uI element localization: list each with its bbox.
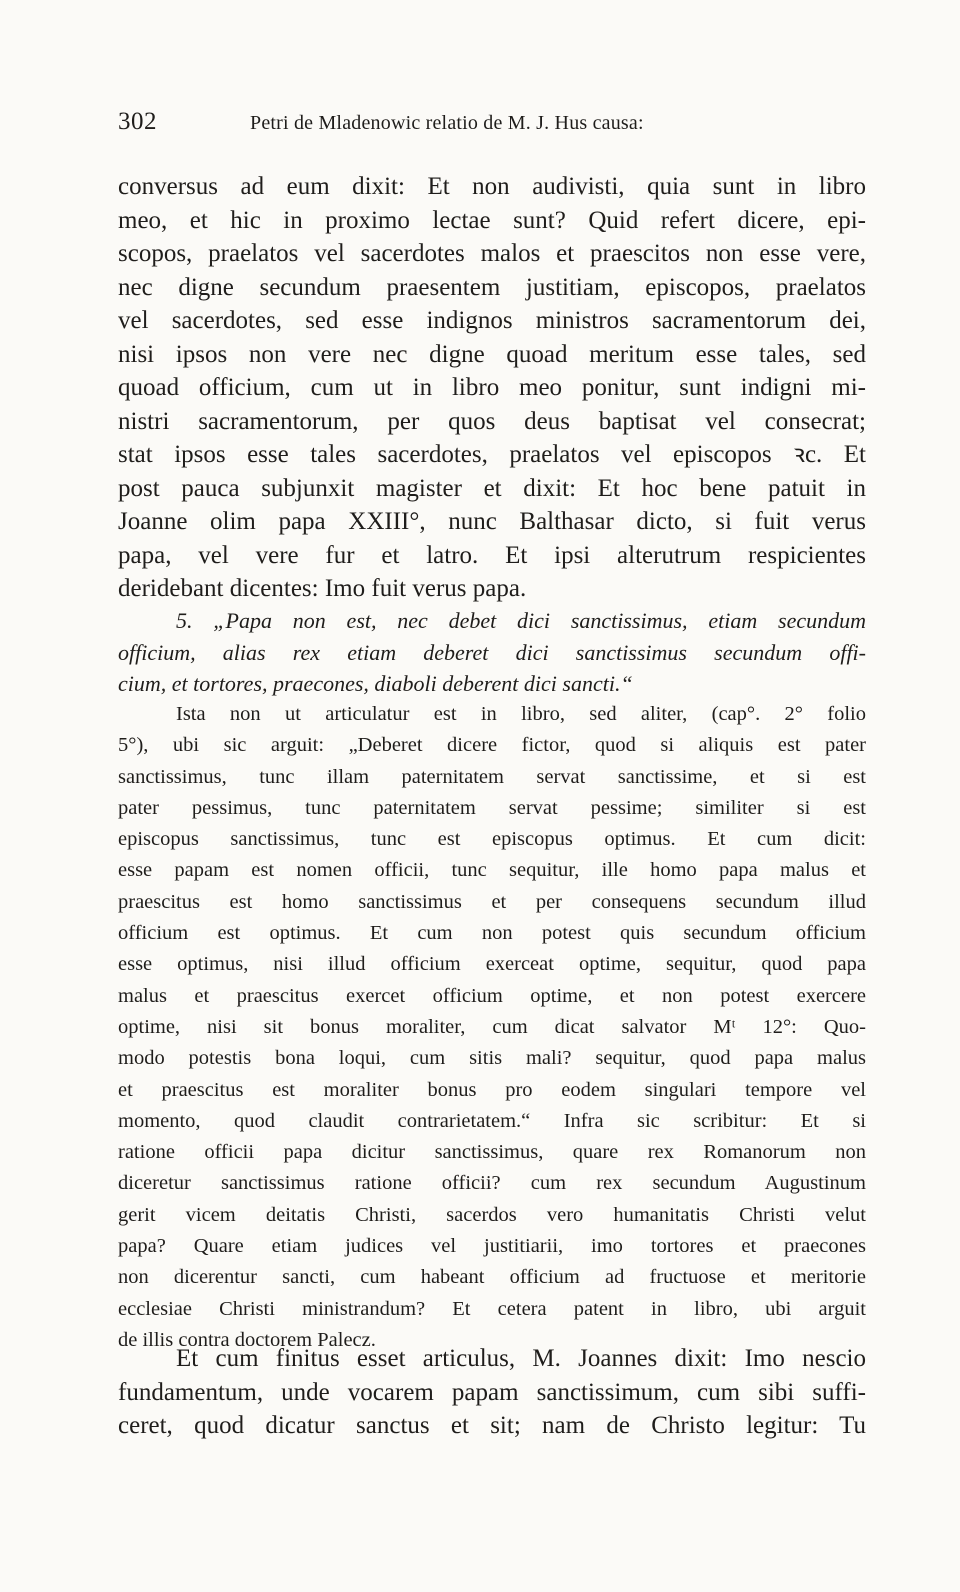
text-line: vel sacerdotes, sed esse indignos ministros sacramentorum dei, (118, 307, 866, 334)
text-line: malus et praescitus exercet officium optime, et non potest exercere (118, 984, 866, 1007)
text-line: stat ipsos esse tales sacerdotes, praelatos vel episcopos ꝛc. Et (118, 441, 866, 468)
text-line: officium est optimus. Et cum non potest quis secundum officium (118, 922, 866, 945)
text-line: meo, et hic in proximo lectae sunt? Quid refert dicere, epi- (118, 206, 866, 234)
text-line: cium, et tortores, praecones, diaboli deberent dici sancti.“ (118, 671, 633, 696)
text-line: gerit vicem deitatis Christi, sacerdos vero humanitatis Christi velut (118, 1203, 866, 1226)
text-line: ratione officii papa dicitur sanctissimus, quare rex Romanorum non (118, 1141, 866, 1164)
text-line: diceretur sanctissimus ratione officii? cum rex secundum Augustinum (118, 1172, 866, 1195)
text-line: esse papam est nomen officii, tunc sequitur, ille homo papa malus et (118, 859, 866, 882)
text-line: papa? Quare etiam judices vel justitiarii, imo tortores et praecones (118, 1235, 866, 1258)
text-line: ecclesiae Christi ministrandum? Et cetera patent in libro, ubi arguit (118, 1297, 866, 1320)
text-line: 5°), ubi sic arguit: „Deberet dicere fictor, quod si aliquis est pater (118, 734, 866, 757)
text-line: quoad officium, cum ut in libro meo ponitur, sunt indigni mi- (118, 374, 866, 401)
text-line: pater pessimus, tunc paternitatem servat pessime; similiter si est (118, 796, 866, 819)
body-paragraph-1 (118, 170, 866, 606)
text-line: deridebant dicentes: Imo fuit verus papa. (118, 575, 527, 602)
body-paragraph-4 (118, 1342, 866, 1443)
text-line: officium, alias rex etiam deberet dici sanctissimus secundum offi- (118, 639, 866, 665)
page-number: 302 (118, 108, 157, 135)
text-line: ceret, quod dicatur sanctus et sit; nam de Christo legitur: Tu (118, 1412, 866, 1439)
text-line: nistri sacramentorum, per quos deus baptisat vel consecrat; (118, 407, 866, 435)
text-line: papa, vel vere fur et latro. Et ipsi alterutrum respicientes (118, 541, 866, 569)
text-line: nec digne secundum praesentem justitiam, episcopos, praelatos (118, 273, 866, 301)
text-line: de illis contra doctorem Palecz. (118, 1328, 376, 1351)
text-line: Ista non ut articulatur est in libro, sed aliter, (cap°. 2° folio (176, 703, 866, 725)
text-line: Joanne olim papa XXIII°, nunc Balthasar dicto, si fuit verus (118, 508, 866, 535)
article-5-heading (118, 605, 866, 700)
text-line: modo potestis bona loqui, cum sitis mali? sequitur, quod papa malus (118, 1047, 866, 1070)
text-line: fundamentum, unde vocarem papam sanctissimum, cum sibi suffi- (118, 1378, 866, 1406)
text-line: sanctissimus, tunc illam paternitatem servat sanctissime, et si est (118, 765, 866, 788)
text-line: esse optimus, nisi illud officium exerceat optime, sequitur, quod papa (118, 953, 866, 976)
text-line: et praescitus est moraliter bonus pro eodem singulari tempore vel (118, 1078, 866, 1101)
text-line: momento, quod claudit contrarietatem.“ Infra sic scribitur: Et si (118, 1109, 866, 1132)
text-line: praescitus est homo sanctissimus et per consequens secundum illud (118, 890, 866, 913)
text-line: 5. „Papa non est, nec debet dici sanctissimus, etiam secundum (176, 608, 866, 633)
text-line: nisi ipsos non vere nec digne quoad meritum esse tales, sed (118, 340, 866, 368)
text-line: conversus ad eum dixit: Et non audivisti, quia sunt in libro (118, 173, 866, 200)
text-line: non dicerentur sancti, cum habeant officium ad fructuose et meritorie (118, 1266, 866, 1289)
text-line: Et cum finitus esset articulus, M. Joannes dixit: Imo nescio (176, 1345, 866, 1372)
text-line: episcopus sanctissimus, tunc est episcopus optimus. Et cum dicit: (118, 828, 866, 851)
text-line: post pauca subjunxit magister et dixit: Et hoc bene patuit in (118, 474, 866, 502)
text-line: scopos, praelatos vel sacerdotes malos et praescitos non esse vere, (118, 240, 866, 267)
body-paragraph-3 (118, 699, 866, 1356)
running-title: Petri de Mladenowic relatio de M. J. Hus causa: (250, 112, 644, 134)
text-line: optime, nisi sit bonus moraliter, cum dicat salvator Mᵗ 12°: Quo- (118, 1015, 866, 1038)
page-header (118, 108, 878, 142)
